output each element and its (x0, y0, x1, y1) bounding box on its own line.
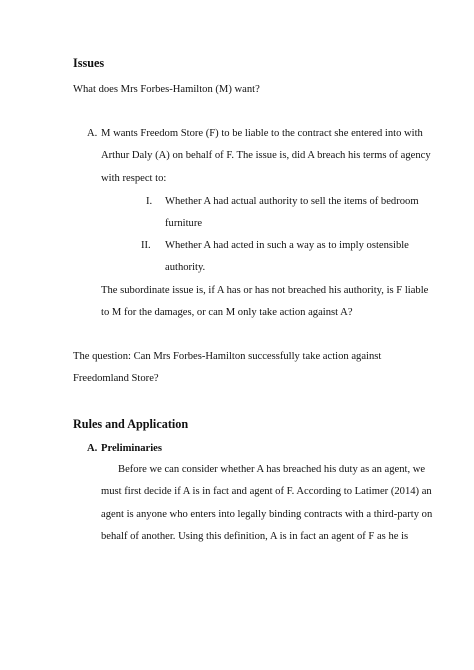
sub-item-2-marker: II. (141, 240, 151, 251)
sub-item-1-line-1: Whether A had actual authority to sell the items of bedroom (165, 196, 419, 207)
item-a-marker: A. (87, 128, 98, 139)
sub-item-1-marker: I. (146, 196, 153, 207)
question-line-1: The question: Can Mrs Forbes-Hamilton successfully take action against (73, 351, 382, 362)
issues-heading: Issues (73, 56, 105, 70)
item-a-line-3: with respect to: (101, 173, 167, 184)
item-a-line-1: M wants Freedom Store (F) to be liable to the contract she entered into with (101, 128, 423, 139)
paragraph-line-1: Before we can consider whether A has breached his duty as an agent, we (118, 464, 426, 475)
subordinate-line-1: The subordinate issue is, if A has or has not breached his authority, is F liable (101, 285, 429, 296)
paragraph-line-3: agent is anyone who enters into legally binding contracts with a third-party on (101, 509, 433, 520)
rules-heading: Rules and Application (73, 417, 189, 431)
sub-item-1-line-2: furniture (165, 218, 203, 229)
issues-question: What does Mrs Forbes-Hamilton (M) want? (73, 84, 260, 95)
preliminaries-heading: Preliminaries (101, 443, 162, 454)
sub-item-2-line-2: authority. (165, 262, 206, 273)
sub-item-2-line-1: Whether A had acted in such a way as to imply ostensible (165, 240, 409, 251)
paragraph-line-4: behalf of another. Using this definition, A is in fact an agent of F as he is (101, 531, 409, 542)
paragraph-line-2: must first decide if A is in fact and agent of F. According to Latimer (2014) an (101, 486, 432, 497)
question-line-2: Freedomland Store? (73, 373, 159, 384)
item-a-line-2: Arthur Daly (A) on behalf of F. The issue is, did A breach his terms of agency (101, 150, 431, 161)
preliminaries-marker: A. (87, 443, 98, 454)
subordinate-line-2: to M for the damages, or can M only take action against A? (101, 307, 353, 318)
